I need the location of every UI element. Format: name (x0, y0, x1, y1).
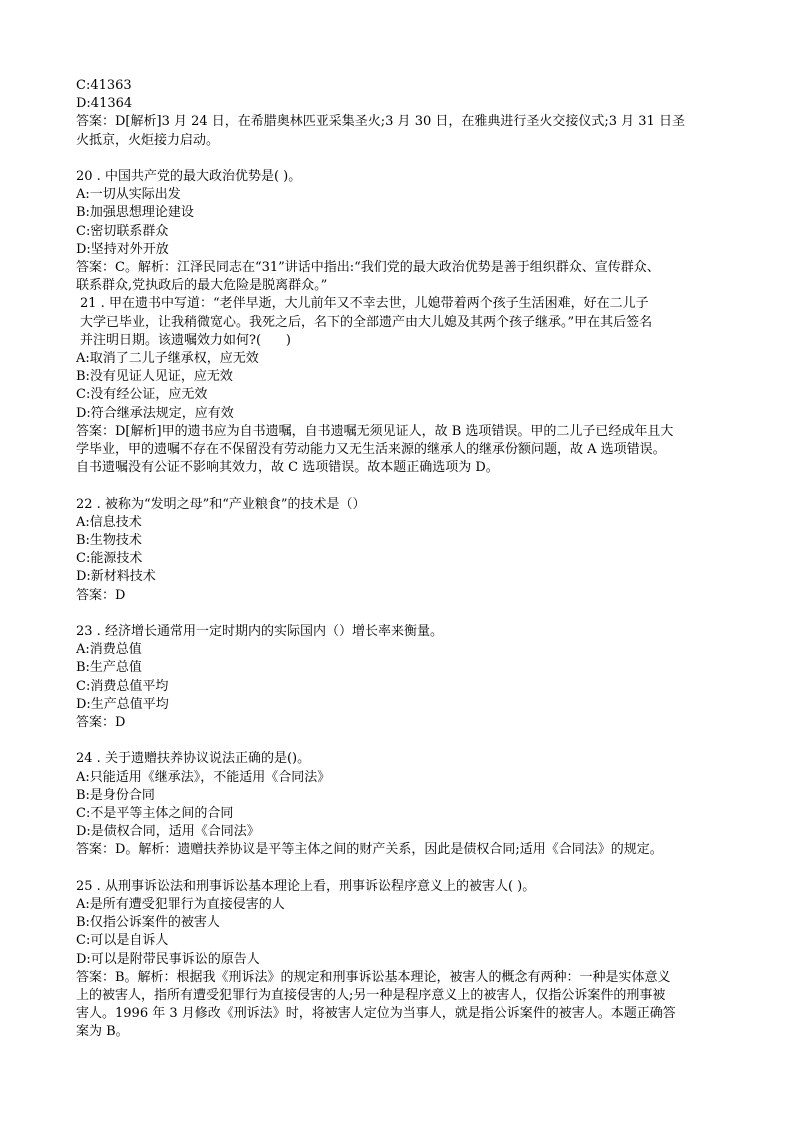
option-d: D:可以是附带民事诉讼的原告人 (76, 951, 260, 967)
option-b: B:加强思想理论建设 (76, 205, 194, 221)
answer-line: 答案：D[解析]3 月 24 日，在希腊奥林匹亚采集圣火;3 月 30 日，在雅典进行圣火交接仪式;3 月 31 日圣 (76, 114, 685, 130)
document-page (76, 77, 726, 1042)
question-text: 23 . 经济增长通常用一定时期内的实际国内（）增长率来衡量。 (76, 624, 443, 640)
option-b: B:没有见证人见证，应无效 (76, 369, 233, 385)
question-text: 25 . 从刑事诉讼法和刑事诉讼基本理论上看，刑事诉讼程序意义上的被害人( )。 (76, 878, 536, 894)
question-text: 22 . 被称为“发明之母”和“产业粮食”的技术是（） (76, 496, 366, 512)
question-text: 20 . 中国共产党的最大政治优势是( )。 (76, 169, 302, 184)
answer-line: 答案：D (76, 715, 126, 731)
question-text: 大学已毕业，让我稍微宽心。我死之后，名下的全部遗产由大儿媳及其两个孩子继承。”甲在其后签名 (80, 314, 653, 330)
question-24 (76, 750, 726, 859)
option-a: A:只能适用《继承法》，不能适用《合同法》 (76, 769, 331, 785)
intro-block (76, 77, 726, 150)
option-b: B:生物技术 (76, 533, 142, 549)
option-d: D:生产总值平均 (76, 696, 169, 712)
option-a: A:取消了二儿子继承权，应无效 (76, 351, 259, 367)
option-d: D:41364 (76, 96, 133, 112)
question-text: 并注明日期。该遗嘱效力如何?( ) (80, 332, 291, 348)
option-a: A:是所有遭受犯罪行为直接侵害的人 (76, 897, 285, 913)
question-25 (76, 878, 726, 1042)
answer-line: 答案：B。解析：根据我《刑诉法》的规定和刑事诉讼基本理论，被害人的概念有两种：一种是实体意义 (76, 969, 671, 985)
option-a: A:信息技术 (76, 514, 142, 530)
question-text: 24 . 关于遗赠扶养协议说法正确的是()。 (76, 751, 311, 767)
question-22 (76, 496, 726, 605)
answer-line: 答案：D。解析：遗赠扶养协议是平等主体之间的财产关系，因此是债权合同;适用《合同法》的规定。 (76, 842, 663, 858)
question-21-options (76, 350, 726, 477)
answer-line: 答案：C。解析：江泽民同志在“31”讲话中指出:“我们党的最大政治优势是善于组织群众、宣传群众、 (76, 260, 660, 276)
option-c: C:不是平等主体之间的合同 (76, 806, 234, 822)
option-c: C:密切联系群众 (76, 223, 169, 239)
option-d: D:符合继承法规定，应有效 (76, 405, 234, 421)
option-b: B:生产总值 (76, 660, 142, 676)
option-d: D:是债权合同，适用《合同法》 (76, 824, 260, 840)
option-c: C:消费总值平均 (76, 678, 169, 694)
question-21 (76, 295, 726, 350)
answer-line: 自书遗嘱没有公证不影响其效力，故 C 选项错误。故本题正确选项为 D。 (76, 460, 499, 476)
question-text: 21 . 甲在遗书中写道：“老伴早逝，大儿前年又不幸去世，儿媳带着两个孩子生活困难，好在二儿子 (80, 296, 649, 312)
answer-line: 联系群众,党执政后的最大危险是脱离群众。” (76, 278, 328, 294)
option-c: C:41363 (76, 78, 132, 93)
option-b: B:是身份合同 (76, 787, 155, 803)
option-c: C:能源技术 (76, 551, 143, 567)
option-d: D:坚持对外开放 (76, 241, 169, 257)
question-20 (76, 168, 726, 295)
option-c: C:没有经公证，应无效 (76, 387, 208, 403)
question-23 (76, 623, 726, 732)
option-b: B:仅指公诉案件的被害人 (76, 915, 220, 931)
option-c: C:可以是自诉人 (76, 933, 169, 949)
answer-line: 案为 B。 (76, 1024, 129, 1040)
answer-line: 学毕业，甲的遗嘱不存在不保留没有劳动能力又无生活来源的继承人的继承份额问题，故 A 选项错误。 (76, 442, 666, 458)
option-a: A:消费总值 (76, 642, 142, 658)
answer-line: 答案：D[解析]甲的遗书应为自书遗嘱，自书遗嘱无须见证人，故 B 选项错误。甲的二儿子已经成年且大 (76, 423, 674, 439)
option-a: A:一切从实际出发 (76, 187, 181, 203)
answer-line: 上的被害人，指所有遭受犯罪行为直接侵害的人;另一种是程序意义上的被害人，仅指公诉案件的刑事被 (76, 988, 666, 1004)
answer-line: 害人。1996 年 3 月修改《刑诉法》时，将被害人定位为当事人，就是指公诉案件的被害人。本题正确答 (76, 1006, 676, 1022)
option-d: D:新材料技术 (76, 569, 156, 585)
answer-line: 火抵京，火炬接力启动。 (76, 132, 220, 148)
answer-line: 答案：D (76, 587, 126, 603)
